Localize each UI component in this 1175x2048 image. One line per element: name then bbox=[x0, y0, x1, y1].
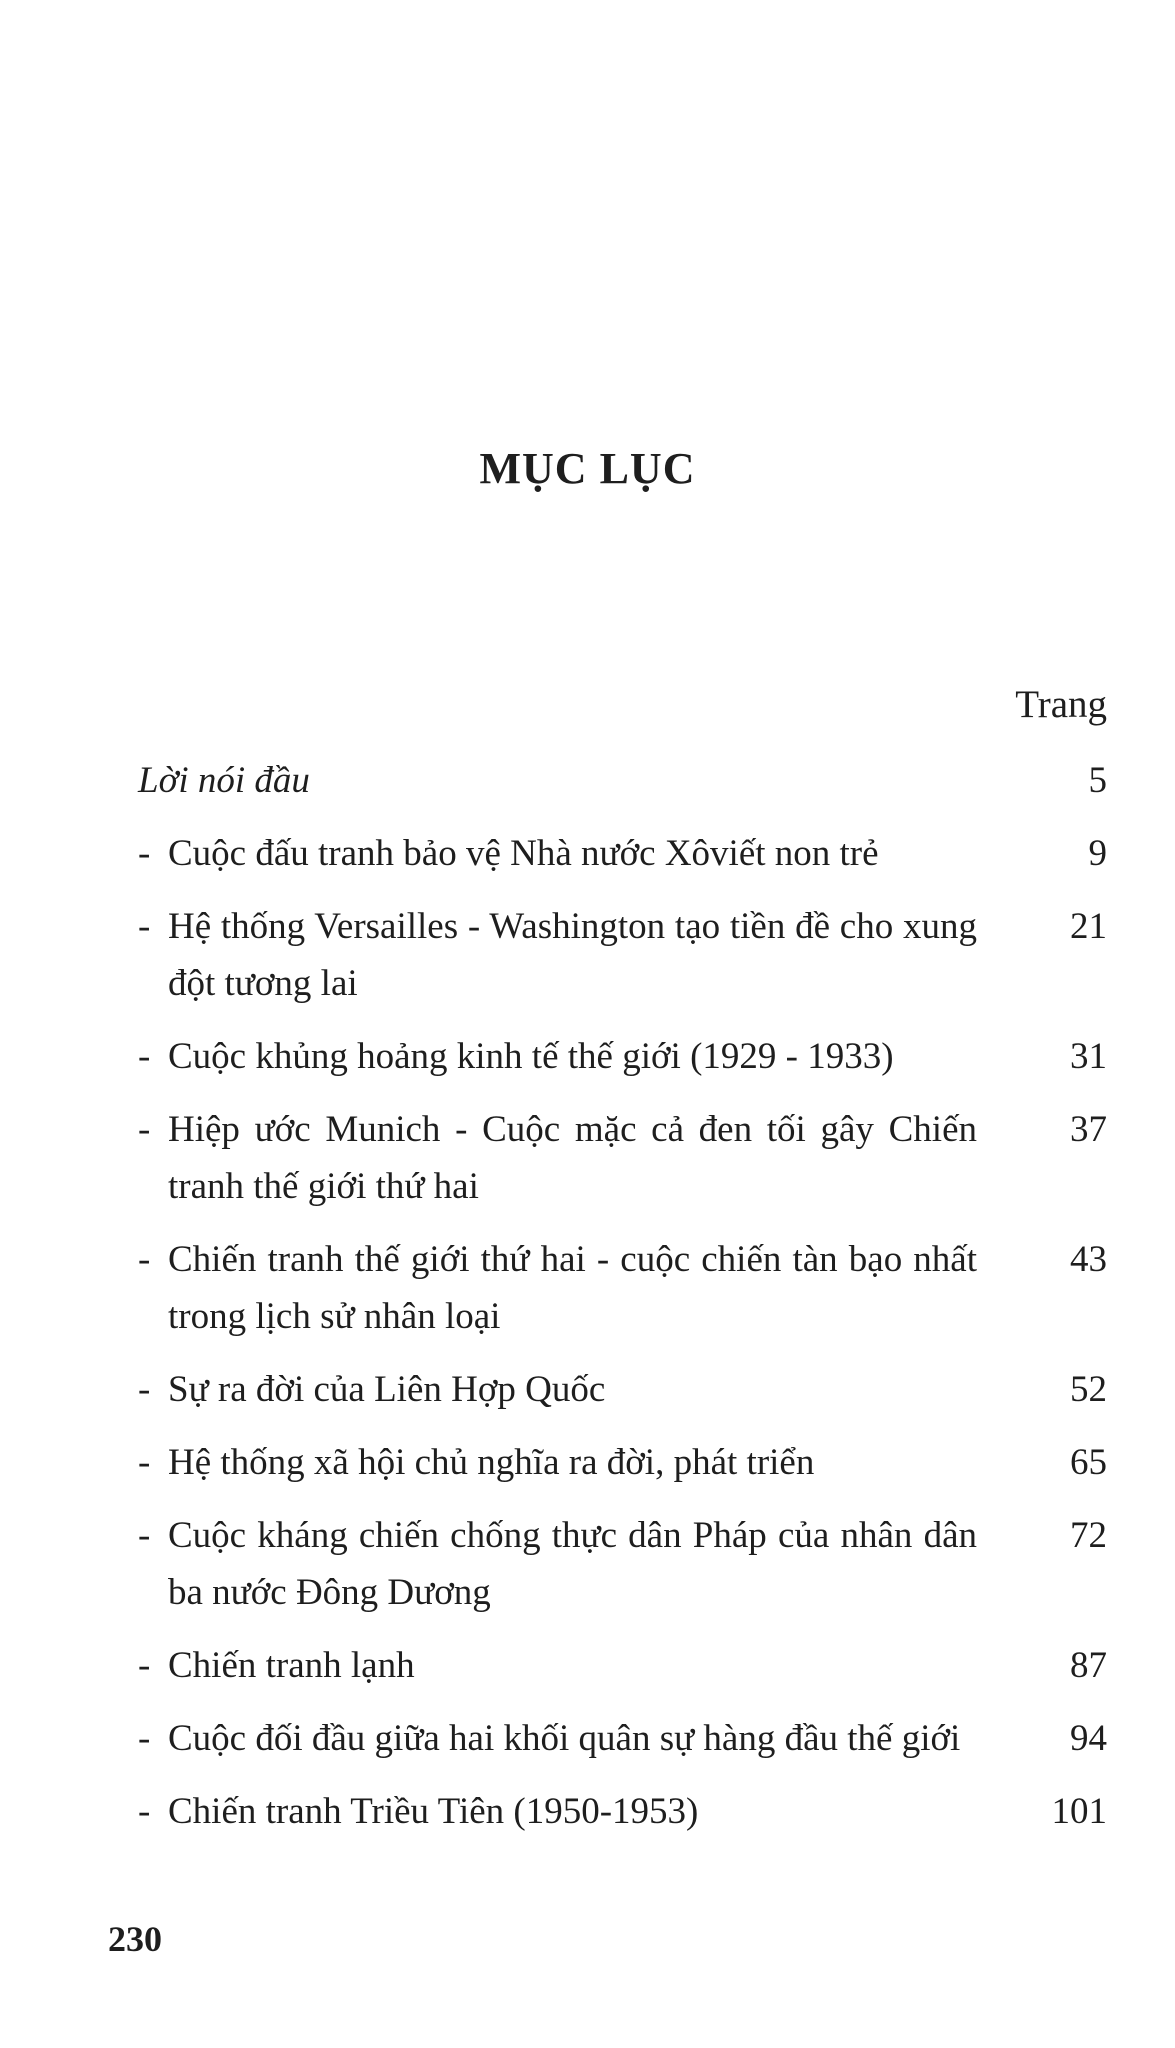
toc-entry-dash: - bbox=[138, 1369, 151, 1410]
toc-entry-page: 65 bbox=[1070, 1442, 1107, 1483]
page-title: MỤC LỤC bbox=[479, 444, 696, 493]
toc-entry bbox=[138, 825, 1107, 882]
toc-entry-page: 72 bbox=[1070, 1515, 1107, 1556]
toc-entry-dash: - bbox=[138, 1645, 151, 1686]
toc-entry-dash: - bbox=[138, 833, 151, 874]
toc-entry bbox=[138, 898, 1107, 1012]
toc-entry bbox=[138, 1028, 1107, 1085]
toc-entry-title: Chiến tranh thế giới thứ hai - cuộc chiến tàn bạo nhất trong lịch sử nhân loại bbox=[168, 1239, 977, 1337]
toc-entry bbox=[138, 1231, 1107, 1345]
toc-entry-page: 101 bbox=[1051, 1791, 1107, 1832]
toc-entry-title: Chiến tranh Triều Tiên (1950-1953) bbox=[168, 1791, 699, 1832]
toc-entry bbox=[138, 1507, 1107, 1621]
toc-entry bbox=[138, 1637, 1107, 1694]
toc-entry-page: 9 bbox=[1088, 833, 1107, 874]
toc-entry-title: Hệ thống xã hội chủ nghĩa ra đời, phát triển bbox=[168, 1442, 815, 1483]
toc-entry-title: Hiệp ước Munich - Cuộc mặc cả đen tối gây Chiến tranh thế giới thứ hai bbox=[168, 1109, 977, 1207]
toc-entry-page: 31 bbox=[1070, 1036, 1107, 1077]
toc-entry-page: 87 bbox=[1070, 1645, 1107, 1686]
toc-entry-page: 94 bbox=[1070, 1718, 1107, 1759]
toc-entry bbox=[138, 1434, 1107, 1491]
toc-entry-title: Cuộc kháng chiến chống thực dân Pháp của nhân dân ba nước Đông Dương bbox=[168, 1515, 977, 1613]
toc-entry-dash: - bbox=[138, 1442, 151, 1483]
toc-entry-dash: - bbox=[138, 1515, 151, 1556]
toc-entry-page: 21 bbox=[1070, 906, 1107, 947]
toc-entry-foreword bbox=[138, 752, 1107, 809]
table-of-contents bbox=[138, 752, 1107, 1856]
toc-entry-title: Cuộc khủng hoảng kinh tế thế giới (1929 - 1933) bbox=[168, 1036, 894, 1077]
toc-entry-page: 43 bbox=[1070, 1239, 1107, 1280]
toc-entry bbox=[138, 1710, 1107, 1767]
toc-entry-dash: - bbox=[138, 1109, 151, 1150]
toc-entry-title: Chiến tranh lạnh bbox=[168, 1645, 415, 1686]
toc-entry bbox=[138, 1361, 1107, 1418]
toc-entry bbox=[138, 1101, 1107, 1215]
toc-entry-title: Cuộc đối đầu giữa hai khối quân sự hàng đầu thế giới bbox=[168, 1718, 961, 1759]
toc-entry bbox=[138, 1783, 1107, 1840]
toc-entry-page: 52 bbox=[1070, 1369, 1107, 1410]
toc-entry-title: Lời nói đầu bbox=[138, 760, 310, 801]
toc-entry-page: 37 bbox=[1070, 1109, 1107, 1150]
toc-entry-dash: - bbox=[138, 1791, 151, 1832]
toc-entry-dash: - bbox=[138, 1036, 151, 1077]
toc-entry-title: Cuộc đấu tranh bảo vệ Nhà nước Xôviết non trẻ bbox=[168, 833, 879, 874]
toc-entry-dash: - bbox=[138, 1239, 151, 1280]
toc-entry-title: Sự ra đời của Liên Hợp Quốc bbox=[168, 1369, 606, 1410]
page-number: 230 bbox=[108, 1919, 162, 1959]
toc-entry-page: 5 bbox=[1088, 760, 1107, 801]
toc-entry-dash: - bbox=[138, 1718, 151, 1759]
toc-entry-dash: - bbox=[138, 906, 151, 947]
page-column-header: Trang bbox=[1015, 683, 1107, 726]
toc-entry-title: Hệ thống Versailles - Washington tạo tiền đề cho xung đột tương lai bbox=[168, 906, 977, 1004]
